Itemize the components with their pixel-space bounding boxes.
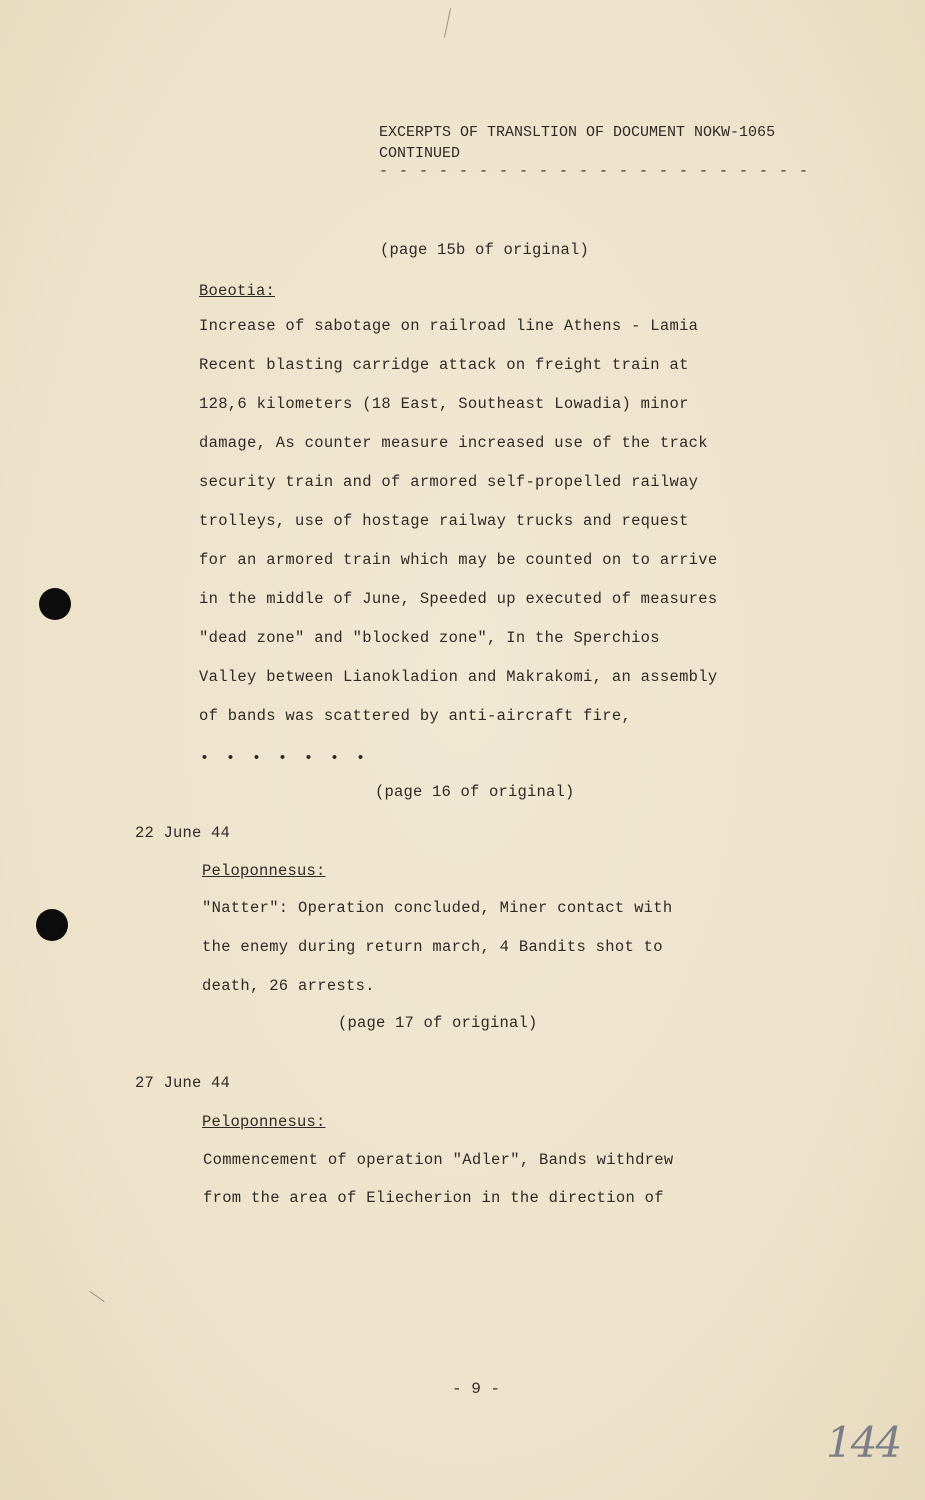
body-line: for an armored train which may be counted on to arrive — [199, 551, 718, 569]
date-entry: 22 June 44 — [135, 824, 231, 842]
body-line: the enemy during return march, 4 Bandits shot to — [202, 938, 663, 956]
page-reference-17: (page 17 of original) — [338, 1014, 538, 1032]
body-line: in the middle of June, Speeded up executed of measures — [199, 590, 718, 608]
handwritten-page-number: 144 — [826, 1418, 901, 1467]
body-line: Valley between Lianokladion and Makrakomi, an assembly — [199, 668, 718, 686]
body-line: Recent blasting carridge attack on freight train at — [199, 356, 689, 374]
body-line: security train and of armored self-propelled railway — [199, 473, 699, 491]
header-continued: CONTINUED — [379, 145, 461, 162]
body-line: trolleys, use of hostage railway trucks and request — [199, 512, 689, 530]
body-line: death, 26 arrests. — [202, 977, 375, 995]
page-reference-15b: (page 15b of original) — [380, 241, 590, 259]
header-dash-rule: - - - - - - - - - - - - - - - - - - - - - - — [379, 163, 810, 180]
page-reference-16: (page 16 of original) — [375, 783, 575, 801]
document-header — [379, 122, 775, 164]
section-heading-peloponnesus: Peloponnesus: — [202, 1113, 326, 1131]
body-line: "Natter": Operation concluded, Miner contact with — [202, 899, 673, 917]
scan-mark — [444, 8, 451, 38]
body-line: Increase of sabotage on railroad line Athens - Lamia — [199, 317, 699, 335]
body-line: Commencement of operation "Adler", Bands withdrew — [203, 1151, 674, 1169]
body-line: damage, As counter measure increased use of the track — [199, 434, 708, 452]
body-line: "dead zone" and "blocked zone", In the Sperchios — [199, 629, 660, 647]
page-number: - 9 - — [452, 1380, 501, 1398]
body-line: from the area of Eliecherion in the direction of — [203, 1189, 664, 1207]
body-line: 128,6 kilometers (18 East, Southeast Lowadia) minor — [199, 395, 689, 413]
date-entry: 27 June 44 — [135, 1074, 231, 1092]
punch-hole — [36, 909, 68, 941]
section-heading-peloponnesus: Peloponnesus: — [202, 862, 326, 880]
punch-hole — [39, 588, 71, 620]
scan-mark — [89, 1291, 104, 1302]
header-title: EXCERPTS OF TRANSLTION OF DOCUMENT NOKW-1065 — [379, 124, 776, 141]
ellipsis-dots: • • • • • • • — [200, 750, 370, 767]
section-heading-boeotia: Boeotia: — [199, 282, 276, 300]
body-line: of bands was scattered by anti-aircraft fire, — [199, 707, 632, 725]
